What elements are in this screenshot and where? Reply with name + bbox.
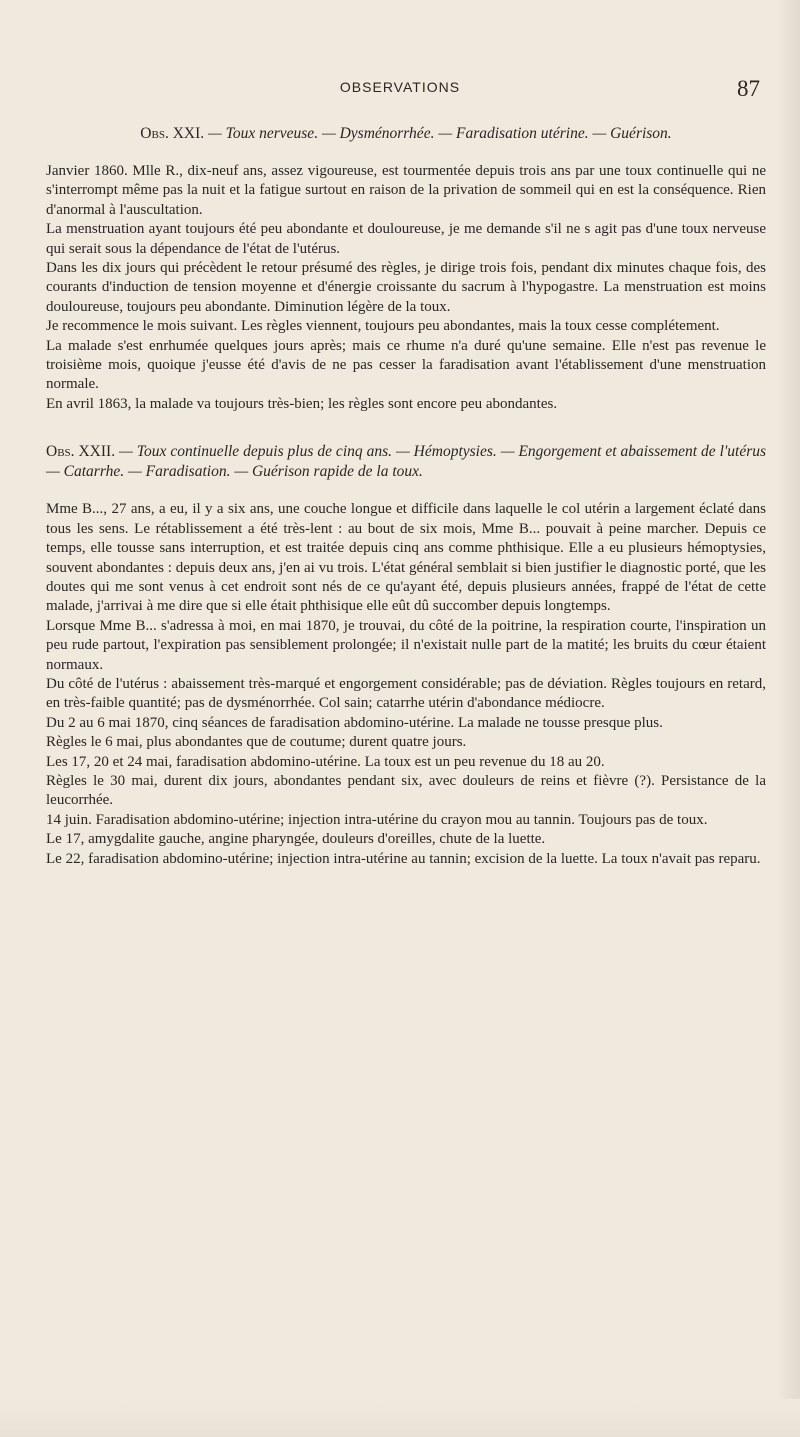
obs21-paragraph: En avril 1863, la malade va toujours très-bien; les règles sont encore peu abondantes. (46, 395, 558, 412)
observation-21-title: — Toux nerveuse. — Dysménorrhée. — Faradisation utérine. — Guérison. (208, 125, 672, 142)
page-content (46, 124, 766, 869)
running-head (40, 76, 760, 100)
observation-22-label: Obs. XXII. (46, 443, 116, 461)
obs22-paragraph: Le 22, faradisation abdomino-utérine; injection intra-utérine au tannin; excision de la luette. La toux n'avait pas reparu. (46, 850, 761, 867)
bottom-margin (0, 1399, 800, 1437)
obs21-paragraph: La malade s'est enrhumée quelques jours après; mais ce rhume n'a duré qu'une semaine. Elle n'est pas revenue le troisième mois, quoique j'eusse été d'avis de ne pas cesser la faradisation avant l'établissement d'une menstruation normale. (46, 337, 766, 393)
obs21-paragraph: Janvier 1860. Mlle R., dix-neuf ans, assez vigoureuse, est tourmentée depuis trois ans par une toux continuelle qui ne s'interrompt même pas la nuit et la fatigue surtout en raison de la privation de sommeil qui en est la conséquence. Rien d'anormal à l'auscultation. (46, 163, 766, 218)
obs22-paragraph: Règles le 30 mai, durent dix jours, abondantes pendant six, avec douleurs de reins et fièvre (?). Persistance de la leucorrhée. (46, 772, 766, 809)
observation-22-title: — Toux continuelle depuis plus de cinq ans. — Hémoptysies. — Engorgement et abaissement de l'utérus — Catarrhe. — Faradisation. — Guérison rapide de la toux. (46, 443, 767, 481)
obs22-paragraph: Le 17, amygdalite gauche, angine pharyngée, douleurs d'oreilles, chute de la luette. (46, 831, 546, 848)
page-edge-shadow (776, 0, 800, 1437)
obs22-paragraph: Les 17, 20 et 24 mai, faradisation abdomino-utérine. La toux est un peu revenue du 18 au 20. (46, 753, 605, 770)
obs22-paragraph: Lorsque Mme B... s'adressa à moi, en mai 1870, je trouvai, du côté de la poitrine, la respiration courte, l'inspiration un peu rude partout, l'expiration pas sensiblement prolongée; il n'existait nulle part de la matité; les bruits du cœur étaient normaux. (46, 617, 766, 673)
running-title: OBSERVATIONS (339, 79, 461, 95)
obs22-paragraph: 14 juin. Faradisation abdomino-utérine; injection intra-utérine du crayon mou au tannin. Toujours pas de toux. (46, 811, 708, 828)
obs22-paragraph: Mme B..., 27 ans, a eu, il y a six ans, une couche longue et difficile dans laquelle le col utérin a largement éclaté dans tous les sens. Le rétablissement a été très-lent : au bout de six mois, Mme B... pouvait à peine marcher. Depuis ce temps, elle tousse sans interruption, et est traitée depuis cinq ans comme phthisique. Elle a eu plusieurs hémoptysies, souvent abondantes : depuis deux ans, j'en ai vu trois. L'état général semblait si bien justifier le diagnostic porté, que les doutes qui me sont venus à cet endroit sont nés de ce qu'ayant été, depuis plusieurs années, frappé de l'état de cette malade, j'arrivai à me dire que si elle était phthisique elle eût dû succomber depuis longtemps. (46, 501, 766, 615)
observation-22-heading (46, 442, 766, 482)
obs22-paragraph: Règles le 6 mai, plus abondantes que de coutume; durent quatre jours. (46, 734, 467, 751)
obs21-paragraph: Je recommence le mois suivant. Les règles viennent, toujours peu abondantes, mais la toux cesse complétement. (46, 318, 720, 335)
page-number: 87 (737, 76, 760, 101)
observation-21-label: Obs. XXI. (140, 125, 205, 142)
obs22-paragraph: Du côté de l'utérus : abaissement très-marqué et engorgement considérable; pas de déviation. Règles toujours en retard, en très-faible quantité; pas de dysménorrhée. Col sain; catarrhe utérin d'abondance médiocre. (46, 675, 766, 712)
obs21-paragraph: Dans les dix jours qui précèdent le retour présumé des règles, je dirige trois fois, pendant dix minutes chaque fois, des courants d'induction de tension moyenne et d'énergie croissante du sacrum à l'hypogastre. La menstruation est moins douloureuse, toujours peu abondante. Diminution légère de la toux. (46, 260, 766, 315)
observation-21-heading (46, 124, 766, 144)
obs21-paragraph: La menstruation ayant toujours été peu abondante et douloureuse, je me demande s'il ne s agit pas d'une toux nerveuse qui serait sous la dépendance de l'état de l'utérus. (46, 221, 766, 257)
obs22-paragraph: Du 2 au 6 mai 1870, cinq séances de faradisation abdomino-utérine. La malade ne tousse presque plus. (46, 714, 663, 731)
